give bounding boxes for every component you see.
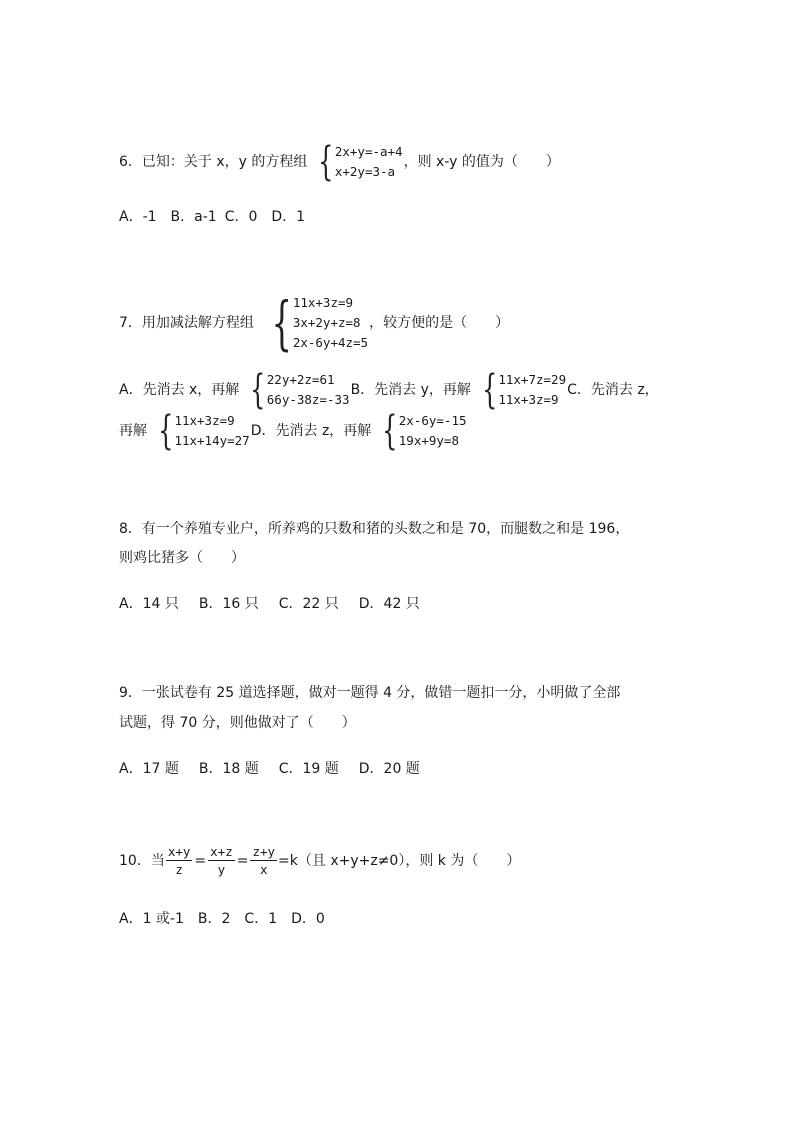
option-c: C．22 只 <box>278 596 339 612</box>
question-10-suffix: =k（且 x+y+z≠0），则 k 为（ ） <box>278 852 521 869</box>
equation-system-option-d <box>372 408 467 454</box>
question-6-prefix: 6．已知：关于 x，y 的方程组 <box>119 154 308 170</box>
option-c-text-continued: 再解 <box>119 423 147 439</box>
option-a: A．-1 <box>119 209 157 225</box>
option-d: D．42 只 <box>358 596 420 612</box>
brace: { <box>382 408 398 454</box>
fraction-numerator: z+y <box>252 844 276 859</box>
option-b: B．18 题 <box>198 761 259 777</box>
option-b: B．a-1 <box>170 209 217 225</box>
question-8-options <box>119 594 420 614</box>
question-10-prefix: 10．当 <box>119 852 165 869</box>
option-c: C．0 <box>224 209 258 225</box>
option-d: D．20 题 <box>358 761 420 777</box>
option-a: A．1 或-1 <box>119 911 184 927</box>
option-c: C．19 题 <box>278 761 339 777</box>
equation: 2x-6y+4z=5 <box>292 335 369 350</box>
option-d: D．1 <box>271 209 306 225</box>
equation: 3x+2y+z=8 <box>292 315 361 330</box>
fraction <box>166 843 193 878</box>
fraction-denominator: y <box>217 862 226 877</box>
question-7-options-line-2 <box>119 408 468 454</box>
equation: x+2y=3-a <box>334 164 396 179</box>
option-b-text: B．先消去 y，再解 <box>350 382 471 398</box>
equals-sign: = <box>194 852 207 869</box>
option-a-text: A．先消去 x，再解 <box>119 382 240 398</box>
question-8-line-1: 8．有一个养殖专业户，所养鸡的只数和猪的头数之和是 70，而腿数之和是 196， <box>119 521 630 537</box>
question-6-suffix: ，则 x-y 的值为（ ） <box>403 154 560 170</box>
brace: { <box>271 289 292 357</box>
question-9-options <box>119 759 420 779</box>
fraction <box>208 843 235 878</box>
equation: 11x+14y=27 <box>174 433 250 448</box>
question-10 <box>119 843 520 878</box>
equation-system-q6 <box>308 139 403 185</box>
equation-system-q7 <box>255 289 369 357</box>
question-7 <box>119 289 510 357</box>
equation: 66y-38z=-33 <box>266 392 350 407</box>
fraction-numerator: x+y <box>167 844 191 859</box>
option-c: C．1 <box>244 911 278 927</box>
question-7-suffix: ，较方便的是（ ） <box>369 315 510 331</box>
equation: 11x+3z=9 <box>498 392 559 407</box>
equation: 19x+9y=8 <box>398 433 459 448</box>
fraction <box>250 843 277 878</box>
equation: 22y+2z=61 <box>266 372 335 387</box>
option-d-text: D．先消去 z，再解 <box>250 423 372 439</box>
option-a: A．14 只 <box>119 596 179 612</box>
question-9-line-2: 试题，得 70 分，则他做对了（ ） <box>119 715 356 731</box>
equals-sign: = <box>236 852 249 869</box>
option-c-text: C．先消去 z， <box>567 382 659 398</box>
equation-system-option-c <box>148 408 250 454</box>
equation: 11x+7z=29 <box>498 372 567 387</box>
equation: 2x+y=-a+4 <box>334 144 403 159</box>
equation: 11x+3z=9 <box>174 413 235 428</box>
brace: { <box>158 408 174 454</box>
fraction-denominator: z <box>175 862 183 877</box>
option-b: B．2 <box>197 911 231 927</box>
option-b: B．16 只 <box>198 596 259 612</box>
equation-system-option-b <box>472 367 567 413</box>
brace: { <box>318 139 334 185</box>
question-10-options <box>119 909 325 929</box>
fraction-numerator: x+z <box>210 844 233 859</box>
question-6-options <box>119 207 305 227</box>
equation: 11x+3z=9 <box>292 295 354 310</box>
equation: 2x-6y=-15 <box>398 413 467 428</box>
equation-system-option-a <box>240 367 350 413</box>
option-a: A．17 题 <box>119 761 179 777</box>
question-7-options-line-1 <box>119 367 659 413</box>
question-6 <box>119 139 560 185</box>
fraction-denominator: x <box>259 862 268 877</box>
question-8-line-2: 则鸡比猪多（ ） <box>119 550 245 566</box>
brace: { <box>482 367 498 413</box>
option-d: D．0 <box>291 911 325 927</box>
question-7-prefix: 7．用加减法解方程组 <box>119 315 254 331</box>
question-9-line-1: 9．一张试卷有 25 道选择题，做对一题得 4 分，做错一题扣一分，小明做了全部 <box>119 685 621 701</box>
brace: { <box>250 367 266 413</box>
